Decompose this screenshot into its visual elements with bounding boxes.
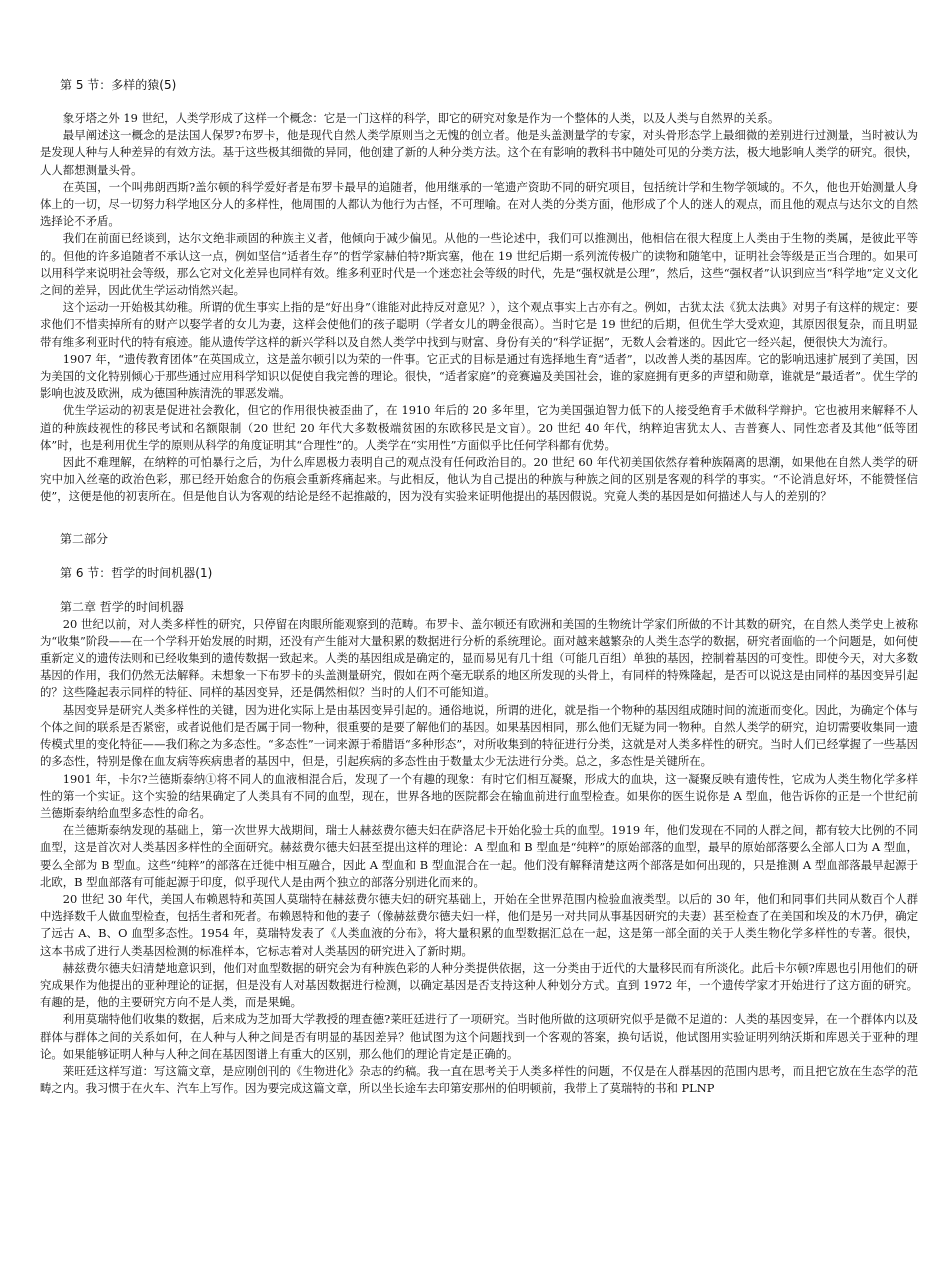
section-5-heading: 第 5 节：多样的猿(5) xyxy=(60,78,177,92)
paragraph: 莱旺廷这样写道：写这篇文章，是应刚创刊的《生物进化》杂志的约稿。我一直在思考关于人类多样性的问题，不仅是在人群基因的范围内思考，而且把它放在生态学的范畴之内。我习惯于在火车、汽车上写作。因为要完成这篇文章，所以坐长途车去印第安那州的伯明顿前，我带上了莫瑞特的书和 PLNP xyxy=(40,1063,918,1096)
paragraph: 优生学运动的初衷是促进社会教化，但它的作用很快被歪曲了，在 1910 年后的 20 多年里，它为美国强迫智力低下的人接受绝育手术做科学辩护。它也被用来解释不人道的种族歧视性的移民考试和名额限制（20 世纪 20 年代大多数极端贫困的东欧移民是文盲）。20 世纪 40 年代，纳粹迫害犹太人、吉普赛人、同性恋者及其他“低等团体”时，也是利用优生学的原则从科学的角度证明其“合理性”的。人类学在“实用性”方面似乎比任何学科都有优势。 xyxy=(40,403,918,452)
paragraph: 这个运动一开始极其幼稚。所谓的优生事实上指的是“好出身”（谁能对此持反对意见？），这个观点事实上古亦有之。例如，古犹太法《犹太法典》对男子有这样的规定：要求他们不惜卖掉所有的财产以娶学者的女儿为妻，这样会使他们的孩子聪明（学者女儿的聘金很高）。当时它是 19 世纪的后期，但优生学大受欢迎，其原因很复杂，而且明显带有维多利亚时代的特有痕迹。能从遗传学这样的新兴学科以及自然人类学中找到与财富、身份有关的“科学证据”，无数人会着迷的。因此它一经兴起，便很快大为流行。 xyxy=(40,300,918,349)
paragraph: 在兰德斯泰纳发现的基础上，第一次世界大战期间，瑞士人赫兹费尔德夫妇在萨洛尼卡开始化验士兵的血型。1919 年，他们发现在不同的人群之间，都有较大比例的不同血型，这是首次对人类基因多样性的全面研究。赫兹费尔德夫妇甚至提出这样的理论：A 型血和 B 型血是“纯粹”的原始部落的血型，最早的原始部落要么全部人口为 A 型血，要么全部为 B 型血。这些“纯粹”的部落在迁徙中相互融合，因此 A 型血和 B 型血混合在一起。他们没有解释清楚这两个部落是如何出现的，只是推测 A 型血部落最早起源于北欧，B 型血部落有可能起源于印度，似乎现代人是由两个独立的部落分别进化而来的。 xyxy=(40,823,918,889)
section-5-body xyxy=(40,110,918,506)
section-6-heading: 第 6 节：哲学的时间机器(1) xyxy=(60,565,213,580)
paragraph: 象牙塔之外 19 世纪，人类学形成了这样一个概念：它是一门这样的科学，即它的研究对象是作为一个整体的人类，以及人类与自然界的关系。 xyxy=(62,111,780,125)
chapter-title: 第二章 哲学的时间机器 xyxy=(60,599,184,614)
section-6-body xyxy=(40,616,918,1098)
paragraph: 最早阐述这一概念的是法国人保罗?布罗卡，他是现代自然人类学原则当之无愧的创立者。他是头盖测量学的专家，对头骨形态学上最细微的差别进行过测量，当时被认为是发现人种与人种差异的有效方法。基于这些极其细微的异同，他创建了新的人种分类方法。这个在有影响的教科书中随处可见的分类方法，极大地影响人类学的研究。很快，人人都想测量头骨。 xyxy=(40,128,918,177)
paragraph: 利用莫瑞特他们收集的数据，后来成为芝加哥大学教授的理查德?莱旺廷进行了一项研究。当时他所做的这项研究似乎是微不足道的：人类的基因变异，在一个群体内以及群体与群体之间的关系如何，在人种与人种之间是否有明显的基因差异？他试图为这个问题找到一个客观的答案，换句话说，他试图用实验证明列纳沃斯和库恩关于亚种的理论。如果能够证明人种与人种之间在基因图谱上有重大的区别，那么他们的理论肯定是正确的。 xyxy=(40,1012,918,1061)
paragraph: 在英国，一个叫弗朗西斯?盖尔顿的科学爱好者是布罗卡最早的追随者，他用继承的一笔遗产资助不同的研究项目，包括统计学和生物学领域的。不久，他也开始测量人身体上的一切，尽一切努力科学地区分人的多样性，他周围的人都认为他行为古怪，不可理喻。在对人类的分类方面，他形成了个人的迷人的观点，而且他的观点与达尔文的自然选择论不矛盾。 xyxy=(40,179,918,229)
paragraph: 20 世纪以前，对人类多样性的研究，只停留在肉眼所能观察到的范畴。布罗卡、盖尔顿还有欧洲和美国的生物统计学家们所做的不计其数的研究，在自然人类学史上被称为“收集”阶段——在一个学科开始发展的时期，还没有产生能对大量积累的数据进行分析的系统理论。面对越来越繁杂的人类生态学的数据，研究者面临的一个问题是，如何使重新定义的遗传法则和已经收集到的遗传数据一致起来。人类的基因组成是确定的，显而易见有几十组（可能几百组）单独的基因，控制着基因的可变性。即使今天，对大多数基因的作用，我们仍然无法解释。未想象一下布罗卡的头盖测量研究，假如在两个毫无联系的地区所发现的头骨上，有同样的特殊隆起，是否可以说这是由同样的基因变异引起的？这些隆起表示同样的特征、同样的基因变异，还是偶然相似？当时的人们不可能知道。 xyxy=(40,616,918,700)
paragraph: 20 世纪 30 年代，美国人布赖恩特和英国人莫瑞特在赫兹费尔德夫妇的研究基础上，开始在全世界范围内检验血液类型。以后的 30 年，他们和同事们共同从数百个人群中选择数千人做血型检查，包括生者和死者。布赖恩特和他的妻子（像赫兹费尔德夫妇一样，他们是另一对共同从事基因研究的夫妻）甚至检查了在美国和埃及的木乃伊，确定了远古 A、B、O 血型多态性。1954 年，莫瑞特发表了《人类血液的分布》，将大量积累的血型数据汇总在一起，这是第一部全面的关于人类生物化学多样性的专著。很快，这本书成了进行人类基因检测的标准样本，它标志着对人类基因的研究进入了新时期。 xyxy=(40,891,918,958)
paragraph: 基因变异是研究人类多样性的关键，因为进化实际上是由基因变异引起的。通俗地说，所谓的进化，就是指一个物种的基因组成随时间的流逝而变化。因此，为确定个体与个体之间的联系是否紧密，或者说他们是否属于同一物种，很重要的是要了解他们的基因。如果基因相同，那么他们无疑为同一物种。自然人类学的研究，迫切需要收集同一遗传模式里的变化特征——我们称之为多态性。“多态性”一词来源于希腊语“多种形态”，对所收集到的特征进行分类，这就是对人类多样性的研究。当时人们已经掌握了一些基因的多态性，特别是像在血友病等疾病患者的基因中，但是，引起疾病的多态性由于数量太少无法进行分类。总之，多态性是关键所在。 xyxy=(40,702,918,769)
paragraph: 1907 年，“遗传教育团体”在英国成立，这是盖尔顿引以为荣的一件事。它正式的目标是通过有选择地生育“适者”，以改善人类的基因库。它的影响迅速扩展到了美国，因为美国的文化特别倾心于那些通过应用科学知识以促使自我完善的理论。很快，“适者家庭”的竞赛遍及美国社会，谁的家庭拥有更多的声望和勋章，谁就是“最适者”。优生学的影响也波及欧洲，成为德国种族清洗的罪恶发端。 xyxy=(40,351,918,401)
paragraph: 我们在前面已经谈到，达尔文绝非顽固的种族主义者，他倾向于减少偏见。从他的一些论述中，我们可以推测出，他相信在很大程度上人类由于生物的类属，是彼此平等的。但他的许多追随者不承认这一点，例如坚信“适者生存”的哲学家赫伯特?斯宾塞，他在 19 世纪后期一系列流传极广的读物和随笔中，证明社会等级是正当合理的。如果可以用科学来说明社会等级，那么它对文化差异也同样有效。维多利亚时代是一个迷恋社会等级的时代，先是“强权就是公理”，然后，这些“强权者”认识到应当“科学地”定义文化之间的差异，因此优生学运动悄然兴起。 xyxy=(40,231,918,298)
paragraph: 1901 年，卡尔?兰德斯泰纳①将不同人的血液相混合后，发现了一个有趣的现象：有时它们相互凝聚，形成大的血块，这一凝聚反映有遗传性，它成为人类生物化学多样性的第一个实证。这个实验的结果确定了人类具有不同的血型，现在，世界各地的医院都会在输血前进行血型检查。如果你的医生说你是 A 型血，他告诉你的正是一个世纪前兰德斯泰纳给血型多态性的命名。 xyxy=(40,771,918,820)
part-2-heading: 第二部分 xyxy=(60,531,109,546)
paragraph: 赫兹费尔德夫妇清楚地意识到，他们对血型数据的研究会为有种族色彩的人种分类提供依据，这一分类由于近代的大量移民而有所淡化。此后卡尔顿?库恩也引用他们的研究成果作为他提出的亚种理论的证据，但是没有人对基因数据进行检测，以确定基因是否支持这种人种划分方式。直到 1972 年，一个遗传学家才开始进行了这方面的研究。有趣的是，他的主要研究方向不是人类，而是果蝇。 xyxy=(40,960,918,1010)
document-page xyxy=(40,76,918,1097)
paragraph: 因此不难理解，在纳粹的可怕暴行之后，为什么库恩极力表明自己的观点没有任何政治目的。20 世纪 60 年代初美国依然存着种族隔离的思潮，如果他在自然人类学的研究中加入丝毫的政治色彩，那已经开始愈合的伤痕会重新疼痛起来。与此相反，他认为自己提出的种族与种族之间的区别是客观的科学的事实。“不论消息好坏，不能赞怪信使”，这便是他的初衷所在。但是他自认为客观的结论是经不起推敲的，因为没有实验来证明他提出的基因假说。究竟人类的基因是如何描述人与人的差别的？ xyxy=(40,455,918,504)
